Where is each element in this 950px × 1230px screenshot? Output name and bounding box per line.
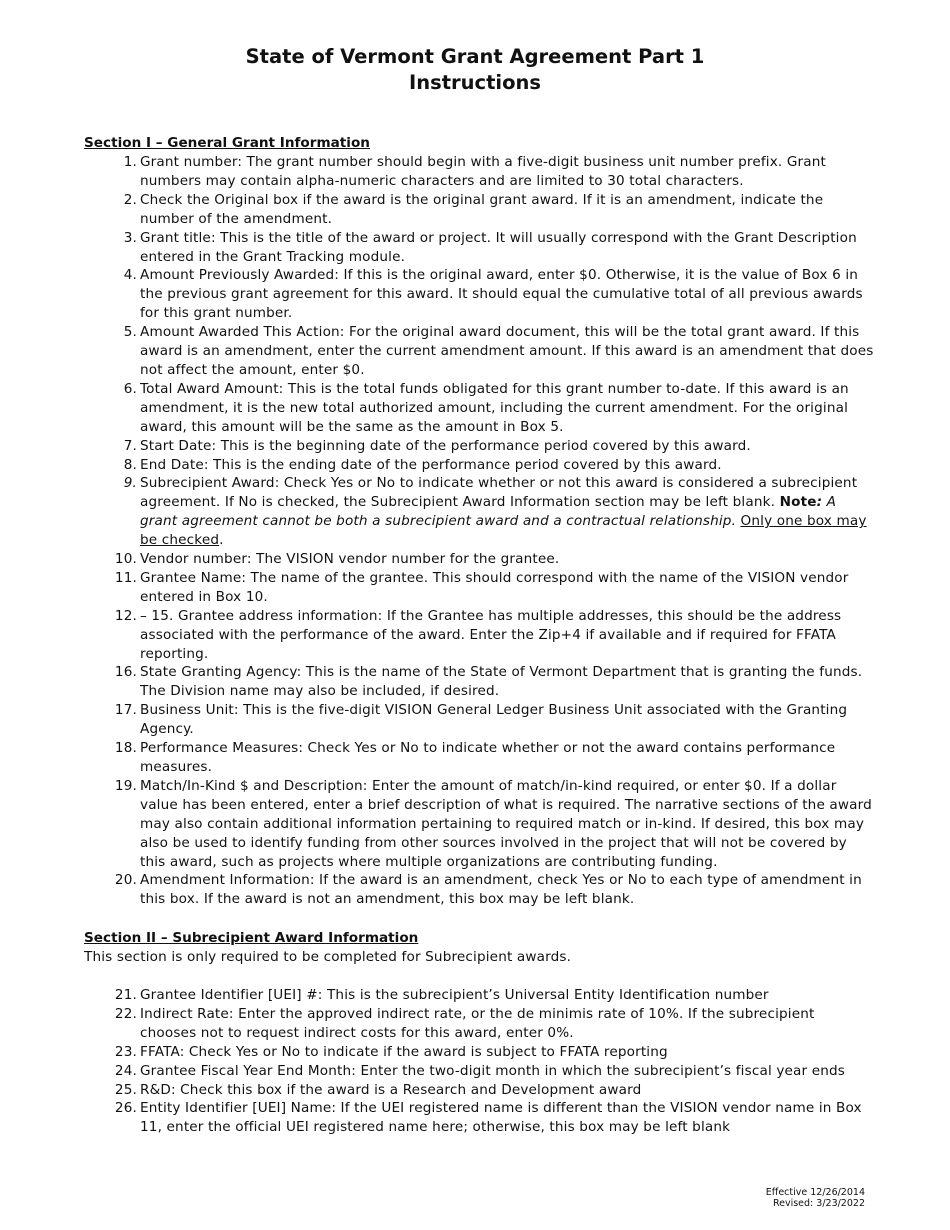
section-1-heading: Section I – General Grant Information [84, 135, 370, 151]
item-number: 11. [114, 569, 137, 586]
list-item-22 [84, 1005, 874, 1043]
list-item-26 [84, 1099, 874, 1137]
item-text: Start Date: This is the beginning date of the performance period covered by this award. [140, 437, 751, 454]
item-text: Match/In-Kind $ and Description: Enter the amount of match/in-kind required, or enter $0. If a dollar value has been entered, enter a brief description of what is required. The narrative sections of the award may also contain additional information pertaining to required match or in-kind. If desired, this box may also be used to identify funding from other sources involved in the project that will not be covered by this award, such as projects where multiple organizations are contributing funding. [140, 777, 872, 870]
item-text: Vendor number: The VISION vendor number for the grantee. [140, 551, 560, 568]
section-2-heading: Section II – Subrecipient Award Information [84, 930, 419, 946]
item-text: Performance Measures: Check Yes or No to indicate whether or not the award contains performance measures. [140, 740, 836, 775]
item-number: 22. [114, 1005, 137, 1022]
item-number: 10. [114, 551, 137, 568]
item-text: Subrecipient Award: Check Yes or No to indicate whether or not this award is considered a subrecipient agreement. If No is checked, the Subrecipient Award Information section may be left blank. [140, 475, 858, 511]
item-text: Grantee Identifier [UEI] #: This is the subrecipient’s Universal Entity Identification number [140, 987, 769, 1003]
item-text: Indirect Rate: Enter the approved indirect rate, or the de minimis rate of 10%. If the subrecipient chooses not to request indirect costs for this award, enter 0%. [140, 1005, 815, 1041]
item-number: 24. [114, 1062, 137, 1079]
note-colon: : [816, 494, 823, 511]
item-number: 8. [123, 456, 137, 473]
list-item-5 [84, 323, 874, 380]
list-item-19 [84, 777, 874, 872]
revision-footer [766, 1187, 865, 1209]
item-text: Entity Identifier [UEI] Name: If the UEI registered name is different than the VISION vendor name in Box 11, enter the official UEI registered name here; otherwise, this box may be left blank [140, 1100, 862, 1136]
item-number: 3. [123, 229, 137, 246]
item-text: FFATA: Check Yes or No to indicate if the award is subject to FFATA reporting [140, 1043, 668, 1060]
section-1-list [84, 153, 874, 909]
list-item-7 [84, 437, 874, 456]
list-item-11 [84, 569, 874, 607]
list-item-24 [84, 1062, 874, 1081]
item-number: 26. [114, 1100, 137, 1117]
list-item-21 [84, 986, 874, 1005]
effective-date: Effective 12/26/2014 [765, 1187, 865, 1198]
section-2-list [84, 986, 874, 1137]
item-number: 19. [114, 777, 137, 794]
item-number: 21. [114, 987, 137, 1003]
item-number: 12. [114, 607, 137, 624]
title-line-1: State of Vermont Grant Agreement Part 1 [245, 45, 705, 68]
item-text: Amendment Information: If the award is an amendment, check Yes or No to each type of amendment in this box. If the award is not an amendment, this box may be left blank. [140, 872, 862, 908]
item-text: – 15. Grantee address information: If the Grantee has multiple addresses, this should be the address associated with the performance of the award. Enter the Zip+4 if available and if required for FFATA reporting. [140, 607, 842, 662]
list-item-4 [84, 266, 874, 323]
list-item-2 [84, 191, 874, 229]
item-text: R&D: Check this box if the award is a Research and Development award [140, 1081, 642, 1098]
item-text: Check the Original box if the award is the original grant award. If it is an amendment, indicate the number of the amendment. [140, 191, 824, 227]
note-label-text: Note [779, 494, 817, 511]
item-number: 2. [123, 191, 137, 208]
list-item-20 [84, 871, 874, 909]
item-number: 20. [114, 872, 137, 889]
list-item-25 [84, 1081, 874, 1100]
list-item-17 [84, 701, 874, 739]
item-number: 18. [114, 740, 137, 757]
item-text: Amount Awarded This Action: For the original award document, this will be the total grant award. If this award is an amendment, enter the current amendment amount. If this award is an amendment that does not affect the amount, enter $0. [140, 324, 874, 378]
item-number: 5. [123, 324, 137, 341]
list-item-1 [84, 153, 874, 191]
list-item-16 [84, 663, 874, 701]
item-text: Grantee Fiscal Year End Month: Enter the two-digit month in which the subrecipient’s fiscal year ends [140, 1062, 846, 1079]
note-underline-text: Only one box may be checked [140, 513, 867, 549]
title-line-2: Instructions [408, 71, 541, 94]
item-text: Grant number: The grant number should begin with a five-digit business unit number prefix. Grant numbers may contain alpha-numeric characters and are limited to 30 total characters. [140, 154, 827, 189]
note-end: . [219, 532, 224, 549]
item-number: 7. [123, 437, 137, 454]
list-item-18 [84, 739, 874, 777]
revised-date: Revised: 3/23/2022 [772, 1198, 865, 1209]
list-item-10 [84, 550, 874, 569]
item-number: 23. [114, 1043, 137, 1060]
item-text: End Date: This is the ending date of the performance period covered by this award. [140, 456, 722, 473]
note-text: A grant agreement cannot be both a subrecipient award and a contractual relationship. [140, 494, 837, 530]
document-title [0, 44, 950, 96]
item-number: 25. [114, 1081, 137, 1098]
item-text: Grantee Name: The name of the grantee. This should correspond with the name of the VISION vendor entered in Box 10. [140, 569, 849, 605]
item-number: 1. [123, 154, 137, 170]
item-text: Total Award Amount: This is the total funds obligated for this grant number to-date. If this award is an amendment, it is the new total authorized amount, including the current amendment. For the original award, this amount will be the same as the amount in Box 5. [140, 380, 849, 435]
section-2-intro: This section is only required to be completed for Subrecipient awards. [84, 949, 572, 965]
note-label [780, 494, 823, 510]
list-item-9 [84, 474, 874, 550]
list-item-23 [84, 1043, 874, 1062]
item-text: Business Unit: This is the five-digit VISION General Ledger Business Unit associated with the Granting Agency. [140, 702, 848, 738]
item-text: Amount Previously Awarded: If this is the original award, enter $0. Otherwise, it is the value of Box 6 in the previous grant agreement for this award. It should equal the cumulative total of all previous awards for this grant number. [140, 267, 863, 322]
item-number: 17. [114, 702, 137, 719]
item-text: Grant title: This is the title of the award or project. It will usually correspond with the Grant Description entered in the Grant Tracking module. [140, 229, 857, 265]
list-item-12 [84, 607, 874, 664]
list-item-3 [84, 229, 874, 267]
list-item-6 [84, 380, 874, 437]
item-number: 9. [123, 475, 137, 492]
item-number: 4. [123, 267, 137, 284]
item-number: 6. [123, 380, 137, 397]
list-item-8 [84, 456, 874, 475]
item-text: State Granting Agency: This is the name of the State of Vermont Department that is granting the funds. The Division name may also be included, if desired. [140, 664, 863, 700]
item-number: 16. [114, 664, 137, 681]
